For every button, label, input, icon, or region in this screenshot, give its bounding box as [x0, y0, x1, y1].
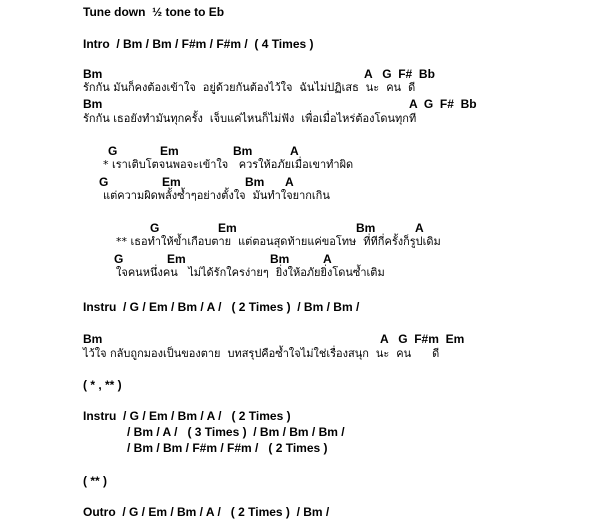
instru-line: / Bm / Bm / F#m / F#m / ( 2 Times ) — [127, 441, 328, 455]
chord: Bm — [245, 175, 265, 189]
chord: Bm — [356, 221, 376, 235]
chord: G — [114, 252, 124, 266]
chord: Em — [167, 252, 186, 266]
chord: Em — [218, 221, 237, 235]
lyric-line: * เราเติบโตจนพอจะเข้าใจ ควรให้อภัยเมื่อเขาทำผิด — [103, 158, 354, 171]
chord: Bm — [83, 332, 103, 346]
lyric-line: แต่ความผิดพลั้งซ้ำๆอย่างตั้งใจ มันทำใจยากเกิน — [103, 189, 330, 202]
chord: A — [323, 252, 332, 266]
lyric-line: ไว้ใจ กลับถูกมองเป็นของตาย บทสรุปคือซ้ำใจไม่ใช่เรื่องสนุก นะ คน ดี — [83, 347, 440, 360]
chord: G — [108, 144, 118, 158]
intro-line: Intro / Bm / Bm / F#m / F#m / ( 4 Times ) — [83, 37, 314, 51]
outro-line: Outro / G / Em / Bm / A / ( 2 Times ) / Bm / — [83, 505, 330, 519]
chord: A — [285, 175, 294, 189]
tuning-note: Tune down ½ tone to Eb — [83, 5, 225, 19]
instru-line: / Bm / A / ( 3 Times ) / Bm / Bm / Bm / — [127, 425, 345, 439]
chord: A — [415, 221, 424, 235]
repeat-marker: ( ** ) — [83, 474, 107, 488]
chord: A G F#m Em — [380, 332, 465, 346]
chord: A G F# Bb — [364, 67, 435, 81]
chord: Bm — [83, 67, 103, 81]
chord: Bm — [270, 252, 290, 266]
chord: A — [290, 144, 299, 158]
chord: G — [99, 175, 109, 189]
chord: G — [150, 221, 160, 235]
chord: A G F# Bb — [409, 97, 477, 111]
chord: Em — [162, 175, 181, 189]
instru-line: Instru / G / Em / Bm / A / ( 2 Times ) — [83, 409, 291, 423]
lyric-line: ใจคนหนึ่งคน ไม่ได้รักใครง่ายๆ ยิ่งให้อภัยยิ่งโดนซ้ำเติม — [116, 266, 385, 279]
instru-line: Instru / G / Em / Bm / A / ( 2 Times ) / Bm / Bm / — [83, 300, 360, 314]
chord: Bm — [83, 97, 103, 111]
chord: Bm — [233, 144, 253, 158]
repeat-marker: ( * , ** ) — [83, 378, 122, 392]
lyric-line: รักกัน มันก็คงต้องเข้าใจ อยู่ด้วยกันต้องไว้ใจ ฉันไม่ปฏิเสธ นะ คน ดี — [83, 81, 416, 94]
lyric-line: รักกัน เธอยังทำมันทุกครั้ง เจ็บแค่ไหนก็ไม่ฟัง เพื่อเมื่อไหร่ต้องโดนทุกที — [83, 112, 417, 125]
lyric-line: ** เธอทำให้ข้ำเกือบตาย แต่ตอนสุดท้ายแค่ขอโทษ ที่ทีกี่ครั้งก็รูปเดิม — [116, 235, 441, 248]
chord: Em — [160, 144, 179, 158]
